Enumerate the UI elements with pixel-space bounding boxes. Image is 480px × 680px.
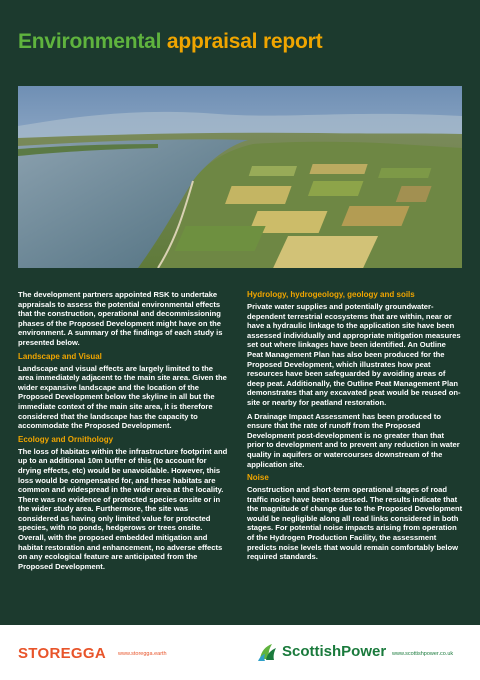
page-title-part1: Environmental: [18, 30, 162, 53]
hydrology-paragraph-2: A Drainage Impact Assessment has been produced to ensure that the rate of runoff from the Proposed Development post-development is no greater than that prior to development and to prevent any reduction in water quality in aquifers or watercourses downstream of the application site.: [247, 411, 460, 469]
scottishpower-icon: [257, 641, 279, 663]
scottishpower-logo: ScottishPower: [282, 643, 387, 660]
left-column: [18, 290, 230, 575]
hydrology-paragraph-1: Private water supplies and potentially groundwater-dependent terrestrial ecosystems that are within, near or have a hydraulic linkage to the application site have been assessed individually and appropriate mitigation measures set out where linkages have been identified. An Outline Peat Management Plan has also been produced for the Proposed Development, which illustrates how peat resources have been safeguarded by avoiding areas of deep peat. Additionally, the Outline Peat Management Plan demonstrates that any excavated peat would be reused on-site or nearby for peatland restoration.: [247, 302, 461, 407]
intro-paragraph: The development partners appointed RSK to undertake appraisals to assess the potential environmental effects that the construction, operational and decommissioning phases of the Proposed Development might have on the environment. A summary of the findings of each study is presented below.: [18, 290, 223, 347]
storegga-logo: STOREGGA: [18, 645, 106, 662]
noise-paragraph: Construction and short-term operational stages of road traffic noise have been assessed. The results indicate that the magnitude of change due to the Proposed Development would be negligible along all road links considered in both stages. For potential noise impacts arising from operation of the Hydrogen Production Facility, the assessment predicts noise levels that would remain comfortably below required standards.: [247, 485, 463, 562]
page-title-part2: appraisal report: [166, 30, 323, 53]
storegga-url[interactable]: www.storegga.earth: [118, 651, 167, 657]
page-title: [18, 30, 322, 54]
right-column: [247, 288, 463, 566]
ecology-paragraph: The loss of habitats within the infrastructure footprint and up to an additional 10m buffer of this (to account for drying effects, etc) would be unavoidable. However, this loss would be compensated for, and these habitats are common and widespread in the wider area at the locality. There was no evidence of protected species onsite or in the wider study area. Furthermore, the site was considered as having only limited value for protected species, with no ponds, hedgerows or trees onsite. Overall, with the proposed embedded mitigation and habitat restoration and enhancement, no adverse effects on any ecological feature are anticipated from the Proposed Development.: [18, 446, 228, 571]
landscape-paragraph: Landscape and visual effects are largely limited to the area immediately adjacent to the main site area. Given the wider expansive landscape and the location of the Proposed Development below the skyline in all but the immediate context of the main site area, it is therefore considered that the landscape has the capacity to accommodate the Proposed Development.: [18, 363, 227, 431]
scottishpower-url[interactable]: www.scottishpower.co.uk: [392, 651, 454, 657]
ecology-heading: Ecology and Ornithology: [18, 434, 114, 444]
hydrology-heading: Hydrology, hydrogeology, geology and soils: [247, 290, 415, 299]
aerial-landscape-photo: [18, 86, 462, 268]
noise-heading: Noise: [247, 473, 269, 483]
landscape-heading: Landscape and Visual: [18, 351, 102, 361]
footer: [0, 625, 480, 680]
